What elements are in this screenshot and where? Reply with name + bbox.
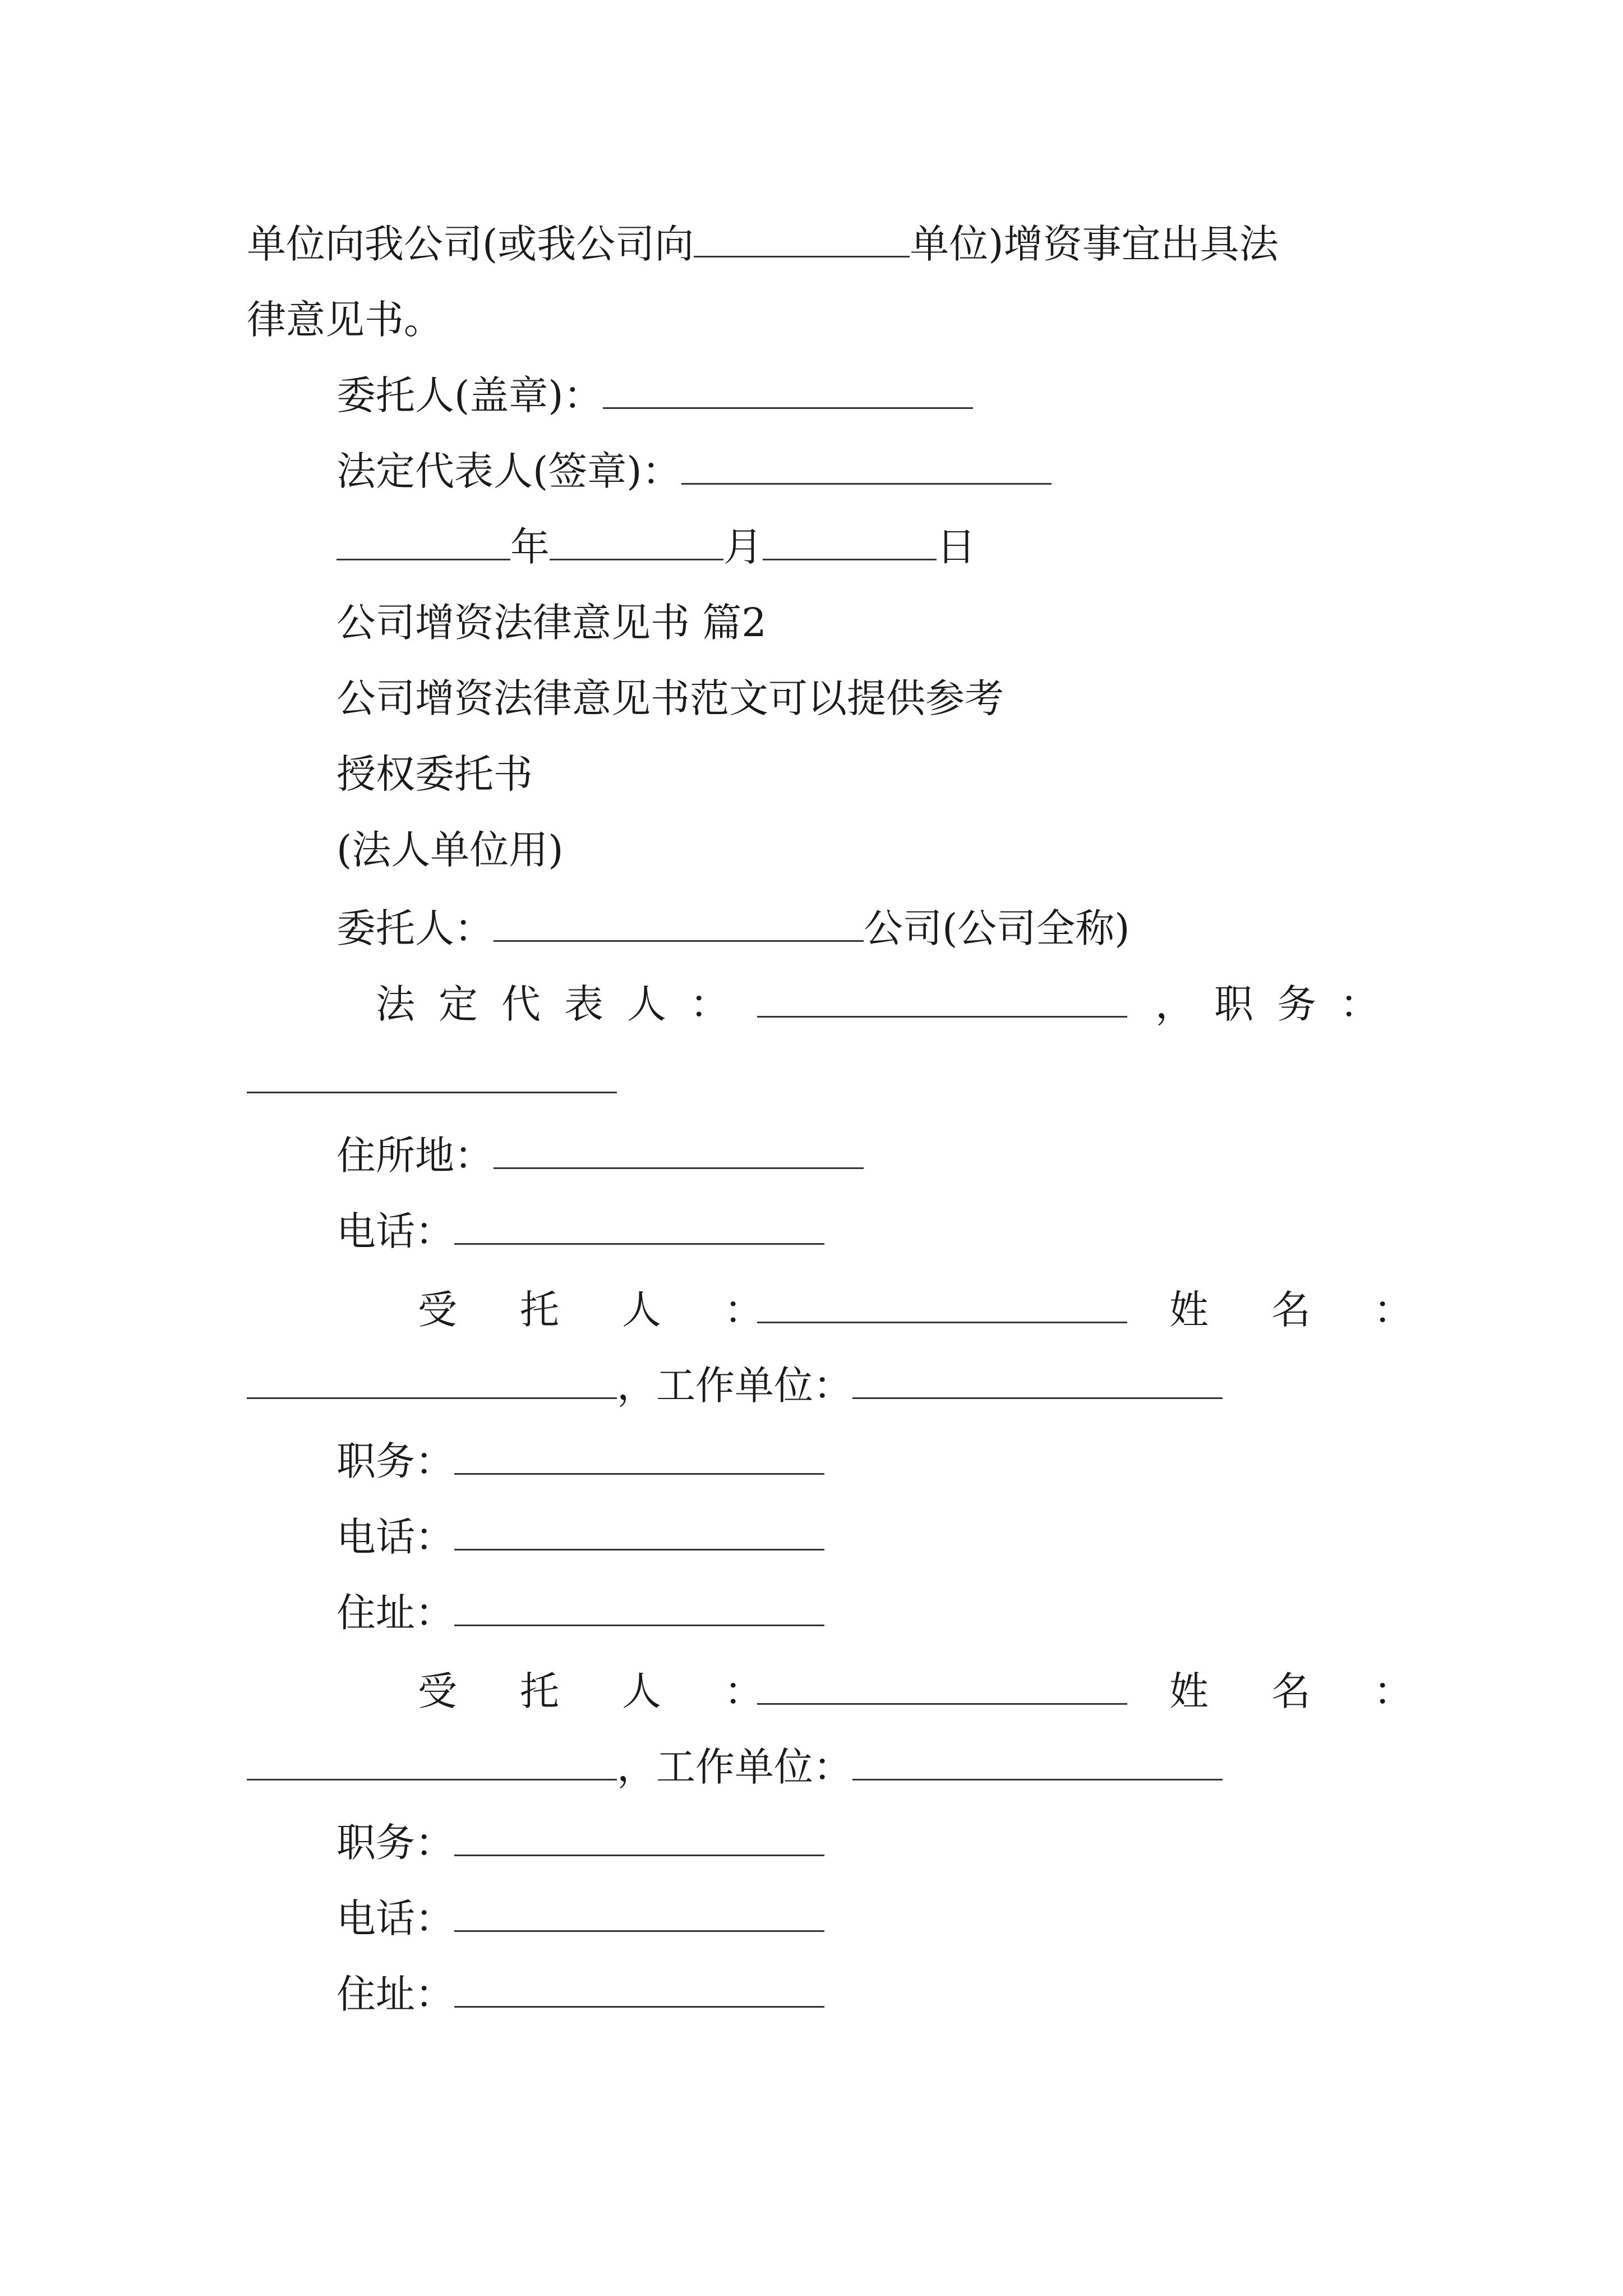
legal-rep-signature-line <box>336 440 1052 502</box>
phone-line <box>336 1200 824 1262</box>
legal-rep-blank <box>757 980 1127 1018</box>
agent2-workunit-blank <box>852 1743 1223 1780</box>
agent1-address-line <box>336 1582 824 1644</box>
agent2-comma: ， <box>617 1744 656 1790</box>
intro-text: 公司增资法律意见书范文可以提供参考 <box>336 675 1004 721</box>
agent2-name-blank <box>247 1743 617 1780</box>
agent2-phone-label: 电话： <box>336 1895 454 1941</box>
agent1-position-label: 职务： <box>336 1438 454 1484</box>
position-blank-line <box>247 1049 617 1111</box>
agent1-workunit-label: 工作单位： <box>656 1363 852 1409</box>
paragraph-text-part1: 单位向我公司(或我公司向 <box>247 221 694 267</box>
entrustor-line <box>336 898 1130 959</box>
document-title: 授权委托书 <box>336 751 533 797</box>
agent1-phone-line <box>336 1506 824 1568</box>
legal-rep-label: 法定代表人： <box>376 981 753 1027</box>
position-blank <box>247 1056 617 1093</box>
phone-label: 电话： <box>336 1208 454 1254</box>
agent2-workunit-line <box>247 1736 1223 1798</box>
day-label: 日 <box>937 524 976 570</box>
legal-rep-signature-blank <box>681 447 1052 485</box>
agent1-workunit-line <box>247 1355 1223 1416</box>
position-label: 职务： <box>1214 981 1403 1027</box>
entrustor-blank <box>494 904 864 942</box>
year-blank <box>336 523 510 560</box>
entrustor-seal-label: 委托人(盖章)： <box>336 372 603 418</box>
agent2-phone-line <box>336 1888 824 1949</box>
agent1-name-line <box>0 1279 1623 1341</box>
date-line <box>336 516 976 578</box>
agent1-position-blank <box>454 1437 824 1475</box>
entrustor-seal-line <box>336 365 973 426</box>
agent2-position-blank <box>454 1819 824 1856</box>
day-blank <box>763 523 937 560</box>
agent2-name-label: 姓名： <box>1169 1668 1476 1714</box>
address-blank <box>494 1131 864 1169</box>
agent2-workunit-label: 工作单位： <box>656 1744 852 1790</box>
month-label: 月 <box>723 524 763 570</box>
agent1-name-blank <box>247 1361 617 1399</box>
address-line <box>336 1125 864 1186</box>
agent1-position-line <box>336 1430 824 1492</box>
agent2-address-blank <box>454 1970 824 2008</box>
month-blank <box>550 523 723 560</box>
legal-rep-signature-label: 法定代表人(签章)： <box>336 448 681 494</box>
phone-blank <box>454 1207 824 1245</box>
agent1-phone-blank <box>454 1513 824 1550</box>
agent1-name-label: 姓名： <box>1169 1287 1476 1333</box>
entrustor-seal-blank <box>603 371 973 409</box>
agent1-address-label: 住址： <box>336 1590 454 1636</box>
agent1-comma: ， <box>617 1363 656 1409</box>
agent1-address-blank <box>454 1589 824 1626</box>
paragraph-continuation-line1 <box>247 213 1279 275</box>
document-subtitle: (法人单位用) <box>336 827 564 873</box>
agent2-address-line <box>336 1963 824 2025</box>
entrustor-label: 委托人： <box>336 905 494 951</box>
paragraph-text-part2: 单位)增资事宜出具法 <box>910 221 1279 267</box>
legal-rep-comma: ， <box>1155 981 1195 1027</box>
unit-blank <box>694 220 910 257</box>
agent2-address-label: 住址： <box>336 1971 454 2017</box>
address-label: 住所地： <box>336 1133 494 1179</box>
agent1-label: 受托人： <box>418 1287 826 1333</box>
agent2-position-label: 职务： <box>336 1820 454 1866</box>
paragraph-continuation-line2: 律意见书。 <box>247 297 443 343</box>
agent2-position-line <box>336 1812 824 1874</box>
section-heading: 公司增资法律意见书 篇2 <box>336 600 767 646</box>
agent2-label: 受托人： <box>418 1668 826 1714</box>
agent1-workunit-blank <box>852 1361 1223 1399</box>
agent1-blank <box>757 1286 1127 1323</box>
year-label: 年 <box>510 524 550 570</box>
agent1-phone-label: 电话： <box>336 1514 454 1560</box>
entrustor-suffix: 公司(公司全称) <box>864 905 1130 951</box>
agent2-phone-blank <box>454 1894 824 1932</box>
agent2-name-line <box>0 1660 1623 1722</box>
legal-rep-position-line <box>0 973 1623 1035</box>
agent2-blank <box>757 1667 1127 1705</box>
